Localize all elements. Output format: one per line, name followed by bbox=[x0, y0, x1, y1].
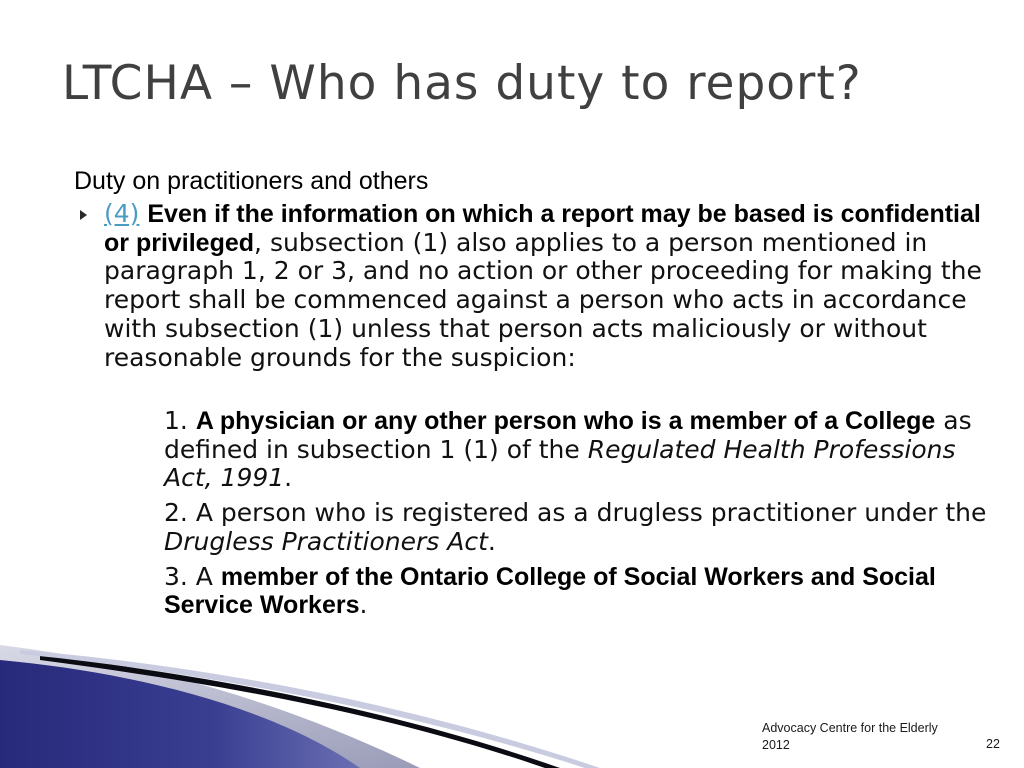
list-item bbox=[164, 499, 994, 556]
list-item-bold: member of the Ontario College of Social Workers and Social Service Workers bbox=[164, 562, 936, 620]
section-subheading: Duty on practitioners and others bbox=[74, 167, 429, 195]
list-item-text: as defined in subsection 1 (1) of the bbox=[164, 406, 972, 464]
list-item bbox=[164, 407, 994, 493]
subsection-reference-link[interactable]: (4) bbox=[104, 199, 140, 228]
list-item-end: . bbox=[359, 590, 368, 620]
body-paragraph bbox=[104, 200, 984, 372]
list-item-number: 2. bbox=[164, 498, 196, 528]
list-item-bold: A physician or any other person who is a member of a College bbox=[195, 407, 936, 435]
list-item-text: A person who is registered as a drugless practitioner under the bbox=[195, 498, 987, 528]
slide-title: LTCHA – Who has duty to report? bbox=[62, 56, 862, 111]
act-title: Drugless Practitioners Act bbox=[164, 526, 488, 556]
list-item-end: . bbox=[487, 526, 496, 556]
act-title: Regulated Health Professions Act, 1991 bbox=[164, 434, 956, 493]
emphasized-lead: Even if the information on which a report may be based is confidential or privileged bbox=[104, 200, 981, 257]
page-number: 22 bbox=[986, 737, 1000, 751]
footer-organization: Advocacy Centre for the Elderly 2012 bbox=[762, 721, 938, 752]
list-item bbox=[164, 563, 994, 620]
bullet-arrow-icon bbox=[80, 210, 87, 220]
numbered-list bbox=[164, 407, 994, 626]
list-item-number: 1. bbox=[164, 406, 196, 435]
list-item-number: 3. A bbox=[164, 561, 221, 591]
list-item-end: . bbox=[284, 463, 293, 493]
paragraph-remainder: , subsection (1) also applies to a person mentioned in paragraph 1, 2 or 3, and no action or other proceeding for making the report shall be commenced against a person who acts in accordance with subsection (1) unless that person acts maliciously or without reasonable grounds for the suspicion: bbox=[104, 227, 982, 372]
